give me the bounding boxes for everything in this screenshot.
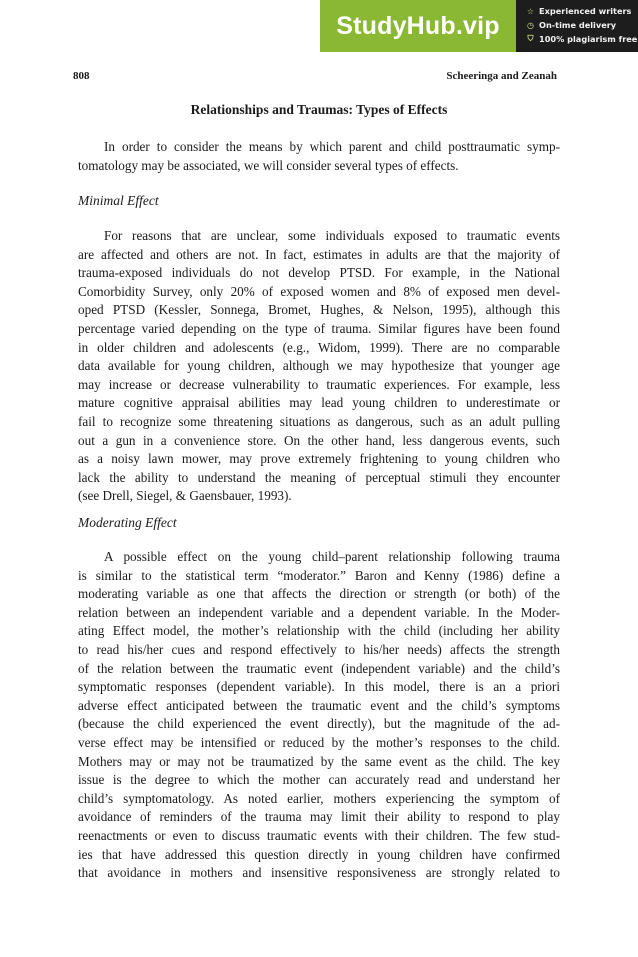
text-line: relation between an independent variable and a dependent variable. In the Moder- <box>78 604 560 620</box>
subheading-minimal-effect: Minimal Effect <box>78 193 159 208</box>
running-head <box>73 70 557 82</box>
text-line: child’s symptomatology. As noted earlier, mothers experiencing the symptom of <box>78 790 560 806</box>
text-line: Comorbidity Survey, only 20% of exposed women and 8% of exposed men devel- <box>78 283 560 299</box>
text-line: out a gun in a convenience store. On the other hand, less dangerous events, such <box>78 432 560 448</box>
text-line: For reasons that are unclear, some individuals exposed to traumatic events <box>104 228 560 243</box>
text-line: avoidance of reminders of the trauma may limit their ability to respond to play <box>78 809 560 825</box>
page-number: 808 <box>73 70 90 82</box>
text-line: A possible effect on the young child–parent relationship following trauma <box>104 549 560 564</box>
text-line: to read his/her cues and respond effectively to his/her needs) affects the strength <box>78 641 560 657</box>
clock-icon: ◷ <box>527 20 534 30</box>
text-line: percentage varied depending on the type of trauma. Similar figures have been found <box>78 320 560 336</box>
text-line: fail to recognize some threatening situations as dangerous, such as an adult pulling <box>78 413 560 429</box>
text-line: in older children and adolescents (e.g., Widom, 1999). There are no comparable <box>78 339 560 355</box>
shield-icon: ⛉ <box>527 34 534 43</box>
section-title: Relationships and Traumas: Types of Effects <box>190 102 448 117</box>
text-line: is similar to the statistical term “moderator.” Baron and Kenny (1986) define a <box>78 567 560 583</box>
text-line: In order to consider the means by which parent and child posttraumatic symp- <box>104 139 560 154</box>
text-line: (because the child experienced the event directly), but the magnitude of the ad- <box>78 716 560 732</box>
text-line: may increase or decrease vulnerability to traumatic experiences. For example, less <box>78 376 560 392</box>
text-line: moderating variable as one that affects the direction or strength (or both) of the <box>78 586 560 602</box>
studyhub-logo[interactable]: StudyHub.vip <box>320 0 516 52</box>
feature-experienced-writers <box>526 6 638 16</box>
minimal-effect-paragraph <box>78 227 560 506</box>
text-line: are affected and others are not. In fact, estimates in adults are that the majority of <box>78 246 560 262</box>
feature-label: Experienced writers <box>539 6 632 16</box>
text-line: oped PTSD (Kessler, Sonnega, Bromet, Hughes, & Nelson, 1995), although this <box>78 302 560 318</box>
text-line: as a noisy lawn mower, may prove extremely frightening to young children who <box>78 451 560 467</box>
text-line: trauma-exposed individuals do not develop PTSD. For example, in the National <box>78 265 560 281</box>
text-line: symptomatic responses (dependent variable). In this model, there is an a priori <box>78 679 560 695</box>
studyhub-banner[interactable] <box>320 0 638 52</box>
feature-on-time-delivery <box>526 20 638 30</box>
text-line: (see Drell, Siegel, & Gaensbauer, 1993). <box>78 488 292 504</box>
feature-label: On-time delivery <box>539 20 617 30</box>
text-line: of the relation between the traumatic event (independent variable) and the child’s <box>78 660 560 676</box>
text-line: data available for young children, although we may hypothesize that younger age <box>78 358 560 374</box>
feature-label: 100% plagiarism free <box>539 34 638 44</box>
text-line: tomatology may be associated, we will consider several types of effects. <box>78 157 459 173</box>
text-line: ies that have addressed this question directly in young children have confirmed <box>78 846 560 862</box>
text-line: ating Effect model, the mother’s relationship with the child (including her ability <box>78 623 560 639</box>
text-line: adverse effect anticipated between the traumatic event and the child’s symptoms <box>78 697 560 713</box>
text-line: mature cognitive appraisal abilities may lead young children to underestimate or <box>78 395 560 411</box>
subheading-moderating-effect: Moderating Effect <box>78 515 177 530</box>
star-icon: ☆ <box>526 6 535 16</box>
running-head-authors: Scheeringa and Zeanah <box>446 70 557 82</box>
moderating-effect-paragraph <box>78 548 560 883</box>
text-line: reenactments or even to discuss traumatic events with their children. The few stud- <box>78 827 560 843</box>
intro-paragraph <box>78 138 560 175</box>
feature-plagiarism-free <box>526 34 638 44</box>
text-line: that avoidance in mothers and insensitive responsiveness are strongly related to <box>78 865 560 881</box>
banner-features <box>516 0 638 52</box>
text-line: verse effect may be intensified or reduced by the mother’s responses to the child. <box>78 734 560 750</box>
text-line: Mothers may or may not be traumatized by the same event as the child. The key <box>78 753 560 769</box>
text-line: issue is the degree to which the mother can accurately read and understand her <box>78 772 560 788</box>
text-line: lack the ability to understand the meaning of perceptual stimuli they encounter <box>78 469 560 485</box>
